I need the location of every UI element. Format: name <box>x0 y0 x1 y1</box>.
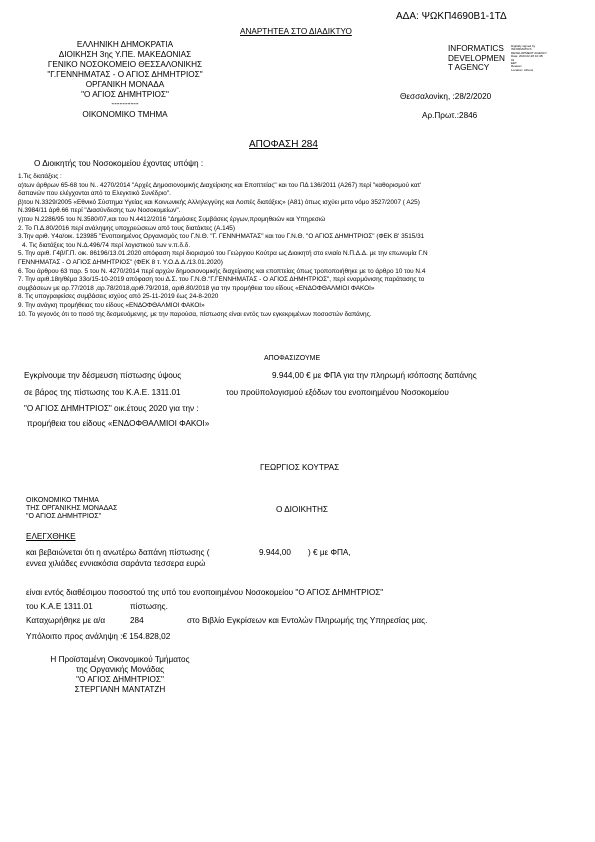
economic-department-block <box>26 497 117 521</box>
stamp-line: INFORMATICS <box>448 44 504 53</box>
approve-line-2a: σε βάρος της πίστωσης του Κ.Α.Ε. 1311.01 <box>24 388 181 397</box>
consideration-line: ΓΕΝΝΗΜΑΤΑΣ - Ο ΑΓΙΟΣ ΔΗΜΗΤΡΙΟΣ" (ΦΕΚ 8 τ. Υ.Ο.Δ.Δ./13.01.2020) <box>18 258 223 266</box>
consideration-line: 6. Του άρθρου 63 παρ. 5 του Ν. 4270/2014 περί αρχών δημοσιονομικής διαχείρισης και εποπτείας όπως τροποποιήθηκε με το άρθρο 10 του Ν.4 <box>18 267 426 275</box>
econ-line: ΤΗΣ ΟΡΓΑΝΙΚΗΣ ΜΟΝΑΔΑΣ <box>26 505 118 512</box>
certify-amount: 9.944,00 <box>259 548 291 557</box>
head-line: Η Προϊσταμένη Οικονομικού Τμήματος <box>50 655 190 664</box>
header-line: ΕΛΛΗΝΙΚΗ ΔΗΜΟΚΡΑΤΙΑ <box>76 40 174 49</box>
ada-code: ΑΔΑ: ΨΩΚΠ4690Β1-1ΤΔ <box>396 11 507 22</box>
consideration-line: 3.Την αριθ. Υ4α/οικ. 123985 "Ενοποιημένος Οργανισμός του Γ.Ν.Θ. "Γ. ΓΕΝΝΗΜΑΤΑΣ" και του Γ.Ν.Θ. "Ο ΑΓΙΟΣ ΔΗΜΗΤΡΙΟΣ" (ΦΕΚ Β' 3515/31 <box>18 233 425 241</box>
signer-name: ΓΕΩΡΓΙΟΣ ΚΟΥΤΡΑΣ <box>260 463 340 472</box>
intro-text: Ο Διοικητής του Νοσοκομείου έχοντας υπόψη : <box>34 159 204 168</box>
head-line: "Ο ΑΓΙΟΣ ΔΗΜΗΤΡΙΟΣ" <box>76 675 164 684</box>
stamp-detail: Digitally signed by <box>511 44 536 48</box>
consideration-line: Ν.3984/11 άρθ.66 περί "Διασύνδεσης των Νοσοκομείων". <box>18 207 181 215</box>
approve-line-1b: 9.944,00 € με ΦΠΑ για την πληρωμή ισόποσης δαπάνης <box>272 371 477 380</box>
considerations-list <box>18 173 595 319</box>
header-line: ---------- <box>111 99 139 108</box>
approve-line-4: προμήθεια του είδους «ΕΝΔΟΦΘΑΛΜΙΟΙ ΦΑΚΟΙ» <box>27 419 210 428</box>
checked-heading: ΕΛΕΓΧΘΗΚΕ <box>26 532 76 541</box>
consideration-line: 1.Τις διατάξεις : <box>18 173 62 180</box>
stamp-detail: Reason: <box>511 64 523 69</box>
approve-line-1a: Εγκρίνουμε την δέσμευση πίστωσης ύψους <box>24 371 182 380</box>
header-organization <box>40 40 210 120</box>
consideration-line: συμβάσεων με αρ.77/2018 ,αρ.78/2018,αριθ.79/2018, αριθ.80/2018 για την προμήθεια του είδους «ΕΝΔΟΦΘΑΛΜΙΟΙ ΦΑΚΟΙ» <box>18 284 375 292</box>
consideration-line: γ)του Ν.2286/95 του Ν.3580/07,και του Ν.4412/2016 "Δημόσιες Συμβάσεις έργων,προμηθειών και Υπηρεσιώ <box>18 215 326 223</box>
stamp-detail: DEVELOPMENT AGENCY <box>511 50 547 55</box>
consideration-line: α)των άρθρων 65-68 του Ν.. 4270/2014 "Αρχές Δημοσιονομικής Διαχείρισης και Εποπτείας" και του ΠΔ 136/2011 (Α267) περί "καθορισμού κατ' <box>18 181 422 189</box>
head-line: ΣΤΕΡΓΙΑΝΗ ΜΑΝΤΑΤΖΗ <box>74 685 166 694</box>
consideration-line: δαπανών που ελέγχονται από το Ελεγκτικό Συνέδριο". <box>18 190 171 198</box>
head-line: της Οργανικής Μονάδας <box>75 665 165 674</box>
approve-line-2b: του προϋπολογισμού εξόδων του ενοποιημένου Νοσοκομείου <box>226 388 449 397</box>
kae-credit: πίστωσης. <box>130 602 168 611</box>
decide-heading: ΑΠΟΦΑΣΙΖΟΥΜΕ <box>264 355 321 362</box>
header-line: ΔΙΟΙΚΗΣΗ 3ης Υ.ΠΕ. ΜΑΚΕΔΟΝΙΑΣ <box>58 50 192 59</box>
stamp-detail: Date: 2020.02.28 10:48: <box>511 54 544 59</box>
within-budget-line: είναι εντός διαθέσιμου ποσοστού της υπό του ενοποιημένου Νοσοκομείου "Ο ΑΓΙΟΣ ΔΗΜΗΤΡΙΟΣ" <box>26 588 384 597</box>
decision-title: ΑΠΟΦΑΣΗ 284 <box>249 139 318 150</box>
certify-amount-words: εννεα χιλιάδες εννιακόσια σαράντα τεσσερα ευρώ <box>26 559 206 568</box>
header-line: ΓΕΝΙΚΟ ΝΟΣΟΚΟΜΕΙΟ ΘΕΣΣΑΛΟΝΙΚΗΣ <box>47 60 203 69</box>
protocol-number: Αρ.Πρωτ.:2846 <box>422 111 478 120</box>
header-line: ΟΙΚΟΝΟΜΙΚΟ ΤΜΗΜΑ <box>82 110 168 119</box>
signature-stamp-details <box>511 45 547 72</box>
certify-currency: ) € με ΦΠΑ, <box>308 548 351 557</box>
head-of-department-block <box>30 655 210 695</box>
header-line: "Γ.ΓΕΝΝΗΜΑΤΑΣ - Ο ΑΓΙΟΣ ΔΗΜΗΤΡΙΟΣ" <box>47 70 203 79</box>
registered-book: στο Βιβλίο Εγκρίσεων και Εντολών Πληρωμής της Υπηρεσίας μας. <box>187 616 428 625</box>
header-line: "Ο ΑΓΙΟΣ ΔΗΜΗΤΡΙΟΣ" <box>81 90 169 99</box>
consideration-line: 7. Την αριθ.18η/θέμα 33ο/15-10-2019 απόφαση του Δ.Σ. του Γ.Ν.Θ."Γ.ΓΕΝΝΗΜΑΤΑΣ - Ο ΑΓΙΟΣ ΔΗΜΗΤΡΙΟΣ", περί εναρμόνισης παράτασης το <box>18 276 425 284</box>
consideration-line: 10. Το γεγονός ότι το ποσό της δεσμευόμενης, με την παρούσα, πίστωσης είναι εντός των εγκεκριμένων ποσοστών δαπάνης. <box>18 310 372 318</box>
econ-line: ΟΙΚΟΝΟΜΙΚΟ ΤΜΗΜΑ <box>26 497 99 504</box>
kae-code: του Κ.Α.Ε 1311.01 <box>26 602 93 611</box>
certify-text: και βεβαιώνεται ότι η ανωτέρω δαπάνη πίστωσης ( <box>26 548 210 557</box>
stamp-detail: EET <box>511 61 517 66</box>
stamp-detail: Location: Athens <box>511 67 534 72</box>
econ-line: "Ο ΑΓΙΟΣ ΔΗΜΗΤΡΙΟΣ" <box>26 513 102 520</box>
registered-label: Καταχωρήθηκε με α/α <box>26 616 106 625</box>
consideration-line: 9. Την ανάγκη προμήθειας του είδους «ΕΝΔΟΦΘΑΛΜΙΟΙ ΦΑΚΟΙ» <box>18 301 205 309</box>
remaining-balance: Υπόλοιπο προς ανάληψη :€ 154.828,02 <box>26 632 171 641</box>
consideration-line: 8. Τις υπογραφείσες συμβάσεις ισχύος από 25-11-2019 έως 24-8-2020 <box>18 293 219 301</box>
stamp-line: DEVELOPMEN <box>448 53 505 63</box>
posted-online-label: ΑΝΑΡΤΗΤΕΑ ΣΤΟ ΔΙΑΔΙΚΤΥΟ <box>240 27 352 36</box>
date-line: Θεσσαλονίκη, :28/2/2020 <box>400 92 492 101</box>
header-line: ΟΡΓΑΝΙΚΗ ΜΟΝΑΔΑ <box>85 80 165 89</box>
approve-line-3: "Ο ΑΓΙΟΣ ΔΗΜΗΤΡΙΟΣ" οικ.έτους 2020 για την : <box>24 404 199 413</box>
consideration-line: 4. Τις διατάξεις του Ν.Δ.496/74 περί λογιστικού των ν.π.δ.δ. <box>22 241 191 249</box>
registered-number: 284 <box>130 616 144 625</box>
stamp-detail: INFORMATICS <box>511 47 532 52</box>
stamp-line: T AGENCY <box>448 63 490 72</box>
stamp-detail: 01 <box>511 57 515 62</box>
signature-stamp <box>448 44 505 73</box>
consideration-line: β)του Ν.3329/2005 «Εθνικό Σύστημα Υγείας και Κοινωνικής Αλληλεγγύης και Λοιπές διατάξεις» (Α81) όπως ισχύει μετο νόμο 3527/2007 ( Α25) <box>18 198 420 206</box>
consideration-line: 5. Την αριθ. Γ4β/Γ.Π. οικ. 86196/13.01.2020 απόφαση περί διορισμού του Γεώργιου Κούτρα ως Διοικητή στο ενιαίο Ν.Π.Δ.Δ. με την επωνυμία Γ.Ν <box>18 250 428 258</box>
director-label: Ο ΔΙΟΙΚΗΤΗΣ <box>276 505 328 514</box>
consideration-line: 2. Το Π.Δ.80/2016 περί ανάληψης υποχρεώσεων από τους διατάκτες (Α.145) <box>18 224 235 232</box>
